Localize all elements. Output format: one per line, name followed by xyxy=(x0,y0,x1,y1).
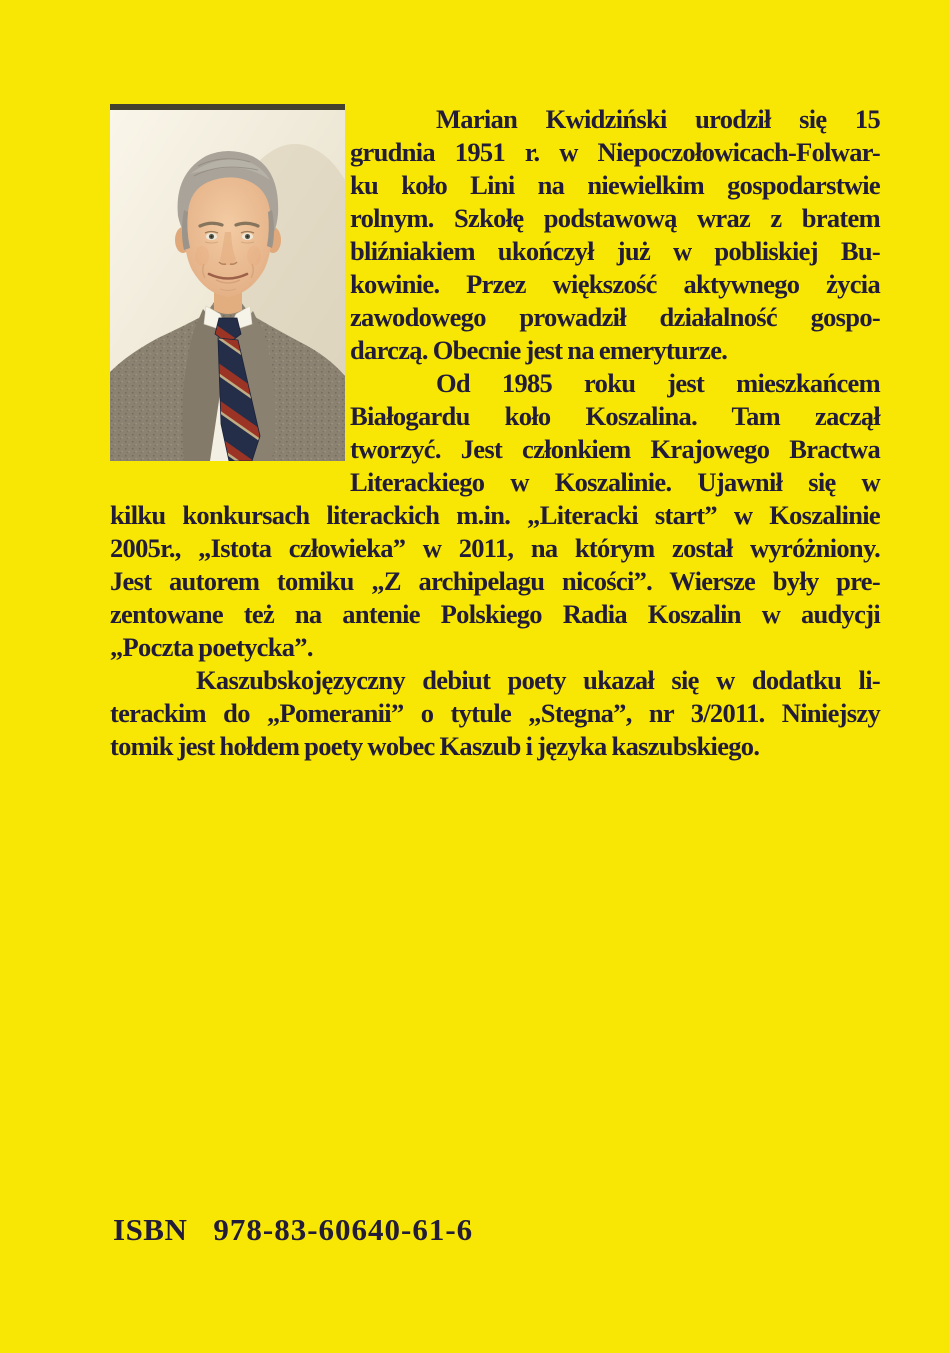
bio-line: zentowane też na antenie Polskiego Radia Koszalin w audycji xyxy=(110,599,880,629)
bio-line: ku koło Lini na niewielkim gospodarstwie xyxy=(350,170,880,200)
bio-line: Jest autorem tomiku „Z archipelagu nicości”. Wiersze były pre- xyxy=(110,566,880,596)
bio-line: zawodowego prowadził działalność gospo- xyxy=(350,302,880,332)
bio-line: kilku konkursach literackich m.in. „Literacki start” w Koszalinie xyxy=(110,500,880,530)
bio-line: rolnym. Szkołę podstawową wraz z bratem xyxy=(350,203,880,233)
isbn-value: 978-83-60640-61-6 xyxy=(213,1212,474,1247)
bio-line: Literackiego w Koszalinie. Ujawnił się w xyxy=(350,467,880,497)
bio-line: darczą. Obecnie jest na emeryturze. xyxy=(350,335,728,365)
bio-line: kowinie. Przez większość aktywnego życia xyxy=(350,269,880,299)
bio-line: „Poczta poetycka”. xyxy=(110,632,313,662)
bio-line: terackim do „Pomeranii” o tytule „Stegna”, nr 3/2011. Niniejszy xyxy=(110,698,880,728)
bio-line: Kaszubskojęzyczny debiut poety ukazał się w dodatku li- xyxy=(196,665,880,695)
bio-line: Od 1985 roku jest mieszkańcem xyxy=(436,368,880,398)
bio-line: tomik jest hołdem poety wobec Kaszub i języka kaszubskiego. xyxy=(110,731,760,761)
bio-text xyxy=(110,103,880,763)
isbn-line xyxy=(113,1212,473,1248)
isbn-label: ISBN xyxy=(113,1212,188,1247)
bio-line: Marian Kwidziński urodził się 15 xyxy=(436,104,880,134)
bio-line: bliźniakiem ukończył już w pobliskiej Bu- xyxy=(350,236,880,266)
bio-line: grudnia 1951 r. w Niepoczołowicach-Folwar- xyxy=(350,137,880,167)
bio-line: 2005r., „Istota człowieka” w 2011, na którym został wyróżniony. xyxy=(110,533,880,563)
bio-line: tworzyć. Jest członkiem Krajowego Bractwa xyxy=(350,434,880,464)
bio-line: Białogardu koło Koszalina. Tam zaczął xyxy=(350,401,880,431)
